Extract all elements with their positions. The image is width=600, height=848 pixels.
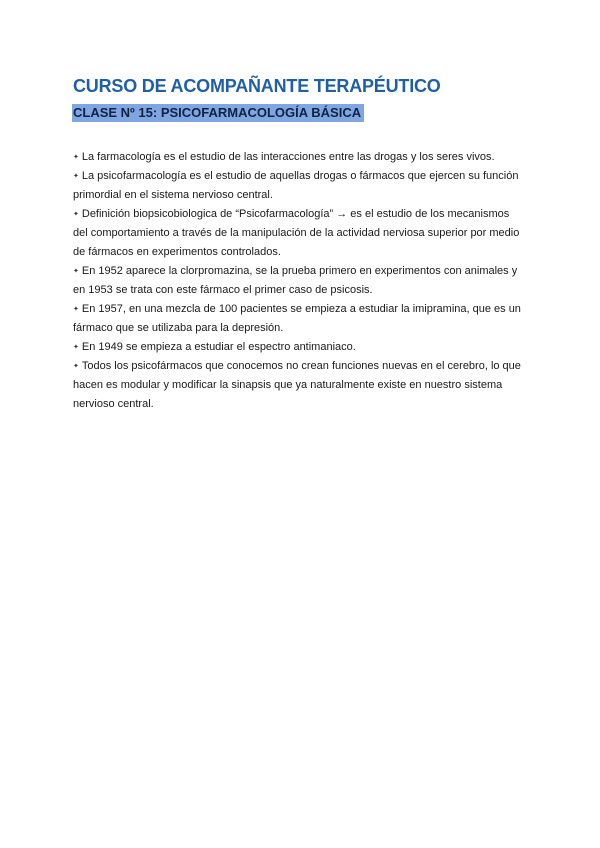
bullet-star-icon: ✦ [73,306,79,313]
bullet-star-icon: ✦ [73,363,79,370]
class-title: CLASE Nº 15: PSICOFARMACOLOGÍA BÁSICA [72,104,364,122]
bullet-star-icon: ✦ [73,344,79,351]
bullet-star-icon: ✦ [73,268,79,275]
bullet-star-icon: ✦ [73,154,79,161]
bullet-star-icon: ✦ [73,173,79,180]
bullet-item [73,148,525,167]
bullet-item [73,300,525,338]
course-title: CURSO DE ACOMPAÑANTE TERAPÉUTICO [73,76,441,96]
bullet-star-icon: ✦ [73,211,79,218]
bullet-text: En 1957, en una mezcla de 100 pacientes se empieza a estudiar la imipramina, que es un fármaco que se utilizaba para la depresión. [73,303,521,334]
bullet-item [73,262,525,300]
bullet-item [73,205,525,262]
bullet-text: En 1952 aparece la clorpromazina, se la prueba primero en experimentos con animales y en 1953 se trata con este fármaco el primer caso de psicosis. [73,265,518,296]
bullet-list [73,148,525,414]
bullet-text: La psicofarmacología es el estudio de aquellas drogas o fármacos que ejercen su función primordial en el sistema nervioso central. [73,170,519,201]
bullet-text: La farmacología es el estudio de las interacciones entre las drogas y los seres vivos. [81,151,495,163]
bullet-item [73,167,525,205]
bullet-item [73,357,525,414]
bullet-text: Definición biopsicobiologica de “Psicofarmacología” → es el estudio de los mecanismos del comportamiento a través de la manipulación de la actividad nerviosa superior por medio de fármacos en experimentos controlados. [73,208,520,258]
bullet-text: Todos los psicofármacos que conocemos no crean funciones nuevas en el cerebro, lo que hacen es modular y modificar la sinapsis que ya naturalmente existe en nuestro sistema nervioso central. [73,360,521,410]
bullet-text: En 1949 se empieza a estudiar el espectro antimaniaco. [81,341,356,353]
bullet-item [73,338,525,357]
